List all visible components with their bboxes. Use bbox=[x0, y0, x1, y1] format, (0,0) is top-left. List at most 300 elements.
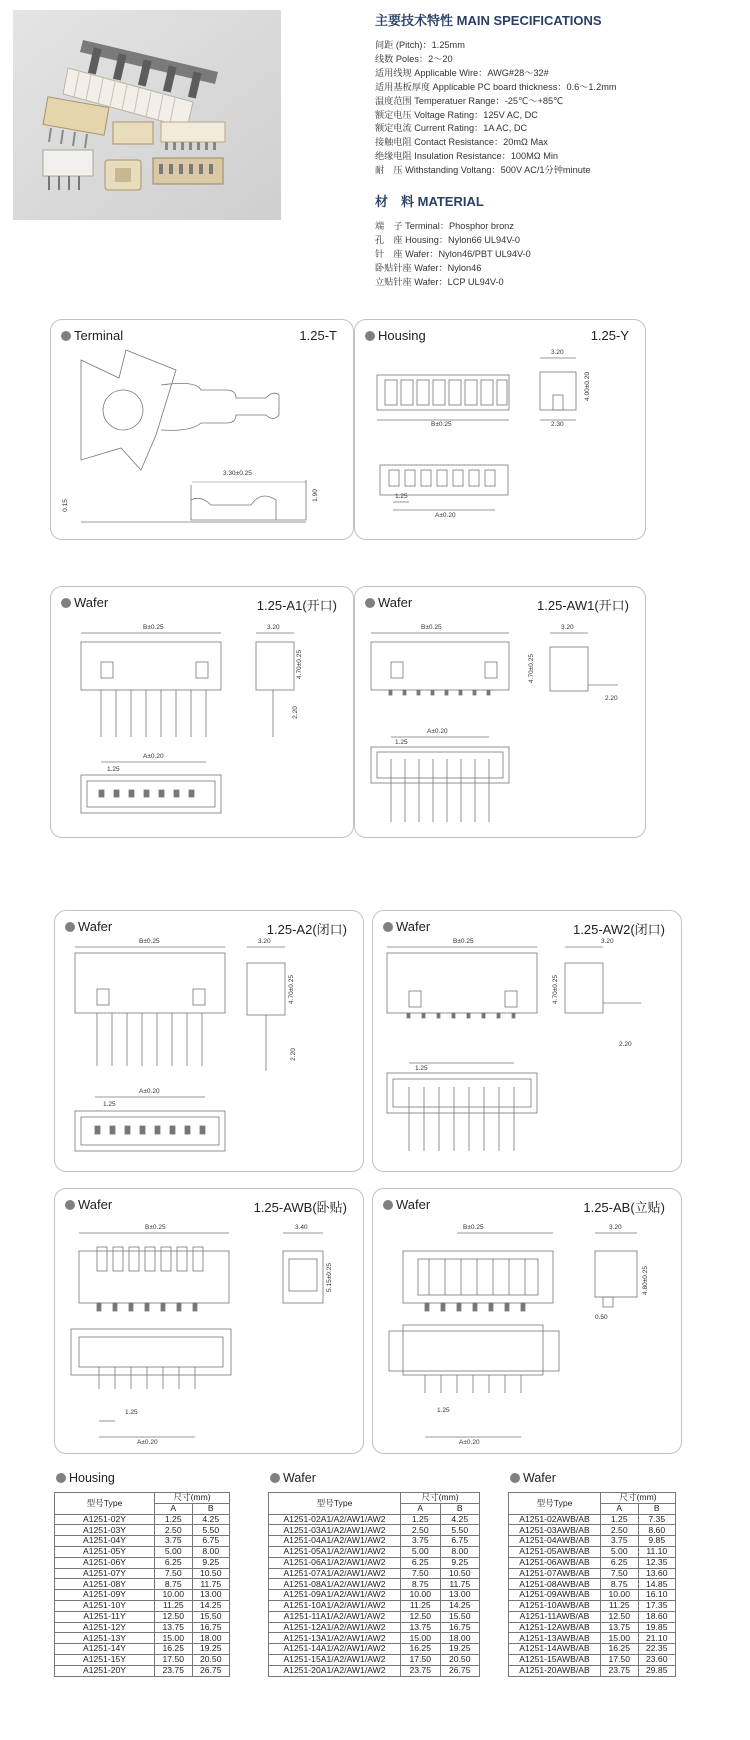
table-row bbox=[55, 1644, 230, 1655]
cell-b: 16.10 bbox=[638, 1590, 676, 1601]
cell-a: 2.50 bbox=[155, 1525, 193, 1536]
cell-a: 12.50 bbox=[401, 1611, 441, 1622]
table-row bbox=[509, 1665, 676, 1676]
dim-label: B±0.25 bbox=[421, 624, 442, 631]
cell-type: A1251-02A1/A2/AW1/AW2 bbox=[269, 1514, 401, 1525]
dim-label: 1.25 bbox=[125, 1409, 138, 1416]
dim-label: A±0.20 bbox=[137, 1439, 158, 1446]
dim-label: 2.20 bbox=[605, 695, 618, 702]
cell-b: 6.75 bbox=[192, 1536, 230, 1547]
cell-a: 3.75 bbox=[401, 1536, 441, 1547]
panel-model-code: 1.25-AWB(卧贴) bbox=[253, 1200, 347, 1215]
cell-b: 9.25 bbox=[440, 1557, 480, 1568]
cell-b: 20.50 bbox=[440, 1654, 480, 1665]
table-row bbox=[269, 1622, 480, 1633]
bullet-icon bbox=[65, 1200, 75, 1210]
cell-type: A1251-14A1/A2/AW1/AW2 bbox=[269, 1644, 401, 1655]
housing-size-table bbox=[54, 1492, 230, 1677]
cell-a: 17.50 bbox=[401, 1654, 441, 1665]
cell-a: 2.50 bbox=[401, 1525, 441, 1536]
col-header-b: B bbox=[440, 1503, 480, 1514]
cell-type: A1251-12AWB/AB bbox=[509, 1622, 601, 1633]
cell-type: A1251-20Y bbox=[55, 1665, 155, 1676]
col-header-a: A bbox=[155, 1503, 193, 1514]
cell-a: 7.50 bbox=[601, 1568, 639, 1579]
cell-a: 6.25 bbox=[155, 1557, 193, 1568]
cell-type: A1251-05Y bbox=[55, 1546, 155, 1557]
cell-a: 13.75 bbox=[155, 1622, 193, 1633]
cell-a: 16.25 bbox=[155, 1644, 193, 1655]
table-row bbox=[55, 1611, 230, 1622]
bullet-icon bbox=[365, 331, 375, 341]
cell-a: 16.25 bbox=[401, 1644, 441, 1655]
dim-label: B±0.25 bbox=[139, 938, 160, 945]
spec-line: 适用基板厚度 Applicable PC board thickness：0.6～1.2mm bbox=[375, 81, 617, 92]
specs-heading: 主要技术特性 MAIN SPECIFICATIONS bbox=[375, 13, 602, 28]
cell-b: 5.50 bbox=[192, 1525, 230, 1536]
cell-type: A1251-10Y bbox=[55, 1600, 155, 1611]
cell-a: 5.00 bbox=[401, 1546, 441, 1557]
panel-title: Wafer bbox=[383, 919, 430, 934]
dim-label: B±0.25 bbox=[453, 938, 474, 945]
table-row bbox=[509, 1557, 676, 1568]
table-title: Wafer bbox=[510, 1470, 676, 1486]
dim-label: B±0.25 bbox=[431, 421, 452, 428]
bullet-icon bbox=[383, 922, 393, 932]
cell-type: A1251-13A1/A2/AW1/AW2 bbox=[269, 1633, 401, 1644]
cell-type: A1251-03Y bbox=[55, 1525, 155, 1536]
dim-label: B±0.25 bbox=[145, 1224, 166, 1231]
dim-label: 1.90 bbox=[311, 489, 319, 502]
wafer-size-table-block bbox=[268, 1470, 480, 1677]
table-title: Housing bbox=[56, 1470, 230, 1486]
col-header-b: B bbox=[638, 1503, 676, 1514]
cell-a: 10.00 bbox=[401, 1590, 441, 1601]
cell-b: 11.10 bbox=[638, 1546, 676, 1557]
spec-line: 间距 (Pitch)：1.25mm bbox=[375, 40, 465, 50]
cell-type: A1251-10AWB/AB bbox=[509, 1600, 601, 1611]
table-title: Wafer bbox=[270, 1470, 480, 1486]
cell-a: 17.50 bbox=[155, 1654, 193, 1665]
dim-label: A±0.20 bbox=[139, 1088, 160, 1095]
cell-a: 2.50 bbox=[601, 1525, 639, 1536]
table-row bbox=[269, 1600, 480, 1611]
cell-type: A1251-14AWB/AB bbox=[509, 1644, 601, 1655]
cell-a: 10.00 bbox=[155, 1590, 193, 1601]
spec-line: 适用线规 Applicable Wire：AWG#28～32# bbox=[375, 67, 549, 78]
cell-b: 9.85 bbox=[638, 1536, 676, 1547]
dim-label: 2.20 bbox=[619, 1041, 632, 1048]
cell-a: 5.00 bbox=[155, 1546, 193, 1557]
cell-type: A1251-13Y bbox=[55, 1633, 155, 1644]
dim-label: A±0.20 bbox=[435, 512, 456, 519]
dim-label: 4.00±0.20 bbox=[583, 372, 591, 401]
cell-a: 11.25 bbox=[601, 1600, 639, 1611]
table-row bbox=[55, 1622, 230, 1633]
table-row bbox=[509, 1654, 676, 1665]
specifications bbox=[375, 8, 735, 290]
panel-model-code: 1.25-T bbox=[299, 328, 337, 343]
bullet-icon bbox=[61, 331, 71, 341]
table-row bbox=[269, 1590, 480, 1601]
panel-title: Housing bbox=[365, 328, 426, 343]
dim-label: 3.20 bbox=[601, 938, 614, 945]
table-row bbox=[269, 1536, 480, 1547]
cell-b: 10.50 bbox=[440, 1568, 480, 1579]
bullet-icon bbox=[270, 1473, 280, 1483]
material-line: 立贴针座 Wafer：LCP UL94V-0 bbox=[375, 276, 504, 287]
wafer-aw1-drawing-panel bbox=[354, 586, 646, 838]
panel-model-code: 1.25-A1(开口) bbox=[256, 598, 337, 613]
material-list bbox=[375, 220, 735, 290]
cell-type: A1251-10A1/A2/AW1/AW2 bbox=[269, 1600, 401, 1611]
table-row bbox=[55, 1665, 230, 1676]
dim-label: 1.25 bbox=[103, 1101, 116, 1108]
cell-a: 11.25 bbox=[155, 1600, 193, 1611]
cell-a: 5.00 bbox=[601, 1546, 639, 1557]
dim-label: 4.70±0.25 bbox=[527, 654, 535, 683]
cell-type: A1251-12A1/A2/AW1/AW2 bbox=[269, 1622, 401, 1633]
wafer-a2-drawing bbox=[55, 911, 365, 1173]
dim-label: 2.30 bbox=[551, 421, 564, 428]
cell-type: A1251-11A1/A2/AW1/AW2 bbox=[269, 1611, 401, 1622]
cell-b: 18.00 bbox=[440, 1633, 480, 1644]
panel-model-code: 1.25-AB(立贴) bbox=[583, 1200, 665, 1215]
cell-a: 8.75 bbox=[155, 1579, 193, 1590]
table-row bbox=[269, 1654, 480, 1665]
table-row bbox=[509, 1600, 676, 1611]
bullet-icon bbox=[65, 922, 75, 932]
cell-b: 16.75 bbox=[192, 1622, 230, 1633]
col-header-b: B bbox=[192, 1503, 230, 1514]
table-row bbox=[509, 1622, 676, 1633]
cell-a: 1.25 bbox=[155, 1514, 193, 1525]
cell-type: A1251-08A1/A2/AW1/AW2 bbox=[269, 1579, 401, 1590]
bullet-icon bbox=[61, 598, 71, 608]
col-header-size: 尺寸(mm) bbox=[401, 1493, 480, 1504]
cell-b: 13.60 bbox=[638, 1568, 676, 1579]
cell-a: 13.75 bbox=[601, 1622, 639, 1633]
cell-a: 23.75 bbox=[601, 1665, 639, 1676]
table-row bbox=[509, 1514, 676, 1525]
dim-label: B±0.25 bbox=[463, 1224, 484, 1231]
wafer-awb-drawing-panel bbox=[54, 1188, 364, 1454]
material-line: 卧贴针座 Wafer：Nylon46 bbox=[375, 262, 482, 273]
table-row bbox=[55, 1568, 230, 1579]
dim-label: 3.20 bbox=[267, 624, 280, 631]
table-row bbox=[269, 1546, 480, 1557]
spec-line: 线数 Poles：2～20 bbox=[375, 53, 453, 64]
spec-line: 耐 压 Withstanding Voltang：500V AC/1分钟minute bbox=[375, 165, 591, 176]
spec-line: 额定电压 Voltage Rating：125V AC, DC bbox=[375, 109, 538, 120]
cell-b: 18.00 bbox=[192, 1633, 230, 1644]
panel-title: Wafer bbox=[65, 1197, 112, 1212]
table-row bbox=[509, 1568, 676, 1579]
dim-label: 3.40 bbox=[295, 1224, 308, 1231]
wafer-size-table bbox=[268, 1492, 480, 1677]
material-line: 端 子 Terminal：Phosphor bronz bbox=[375, 221, 514, 232]
wafer-aw1-drawing bbox=[355, 587, 647, 839]
table-row bbox=[55, 1579, 230, 1590]
wafer-ab-drawing-panel bbox=[372, 1188, 682, 1454]
cell-a: 12.50 bbox=[601, 1611, 639, 1622]
cell-b: 16.75 bbox=[440, 1622, 480, 1633]
wafer-awb-drawing bbox=[55, 1189, 365, 1455]
cell-type: A1251-08Y bbox=[55, 1579, 155, 1590]
wafer-a1-drawing-panel bbox=[50, 586, 354, 838]
housing-drawing-panel bbox=[354, 319, 646, 540]
dim-label: 5.15±0.25 bbox=[325, 1263, 333, 1292]
cell-a: 15.00 bbox=[601, 1633, 639, 1644]
wafer-aw2-drawing-panel bbox=[372, 910, 682, 1172]
cell-type: A1251-09Y bbox=[55, 1590, 155, 1601]
dim-label: 1.25 bbox=[395, 739, 408, 746]
col-header-size: 尺寸(mm) bbox=[155, 1493, 230, 1504]
cell-type: A1251-03AWB/AB bbox=[509, 1525, 601, 1536]
table-row bbox=[55, 1590, 230, 1601]
cell-b: 6.75 bbox=[440, 1536, 480, 1547]
wafer-a1-drawing bbox=[51, 587, 355, 839]
table-row bbox=[509, 1633, 676, 1644]
cell-b: 15.50 bbox=[440, 1611, 480, 1622]
dim-label: 0.15 bbox=[61, 499, 69, 512]
dim-label: 3.20 bbox=[561, 624, 574, 631]
cell-b: 8.00 bbox=[440, 1546, 480, 1557]
cell-b: 8.60 bbox=[638, 1525, 676, 1536]
table-row bbox=[269, 1525, 480, 1536]
table-row bbox=[269, 1633, 480, 1644]
cell-type: A1251-07Y bbox=[55, 1568, 155, 1579]
cell-a: 8.75 bbox=[601, 1579, 639, 1590]
dim-label: 3.20 bbox=[551, 349, 564, 356]
dim-label: B±0.25 bbox=[143, 624, 164, 631]
terminal-drawing bbox=[51, 320, 355, 541]
cell-b: 12.35 bbox=[638, 1557, 676, 1568]
cell-type: A1251-20AWB/AB bbox=[509, 1665, 601, 1676]
terminal-drawing-panel bbox=[50, 319, 354, 540]
cell-b: 11.75 bbox=[440, 1579, 480, 1590]
cell-a: 3.75 bbox=[155, 1536, 193, 1547]
table-row bbox=[509, 1644, 676, 1655]
col-header-size: 尺寸(mm) bbox=[601, 1493, 676, 1504]
cell-type: A1251-09AWB/AB bbox=[509, 1590, 601, 1601]
dim-label: 4.80±0.25 bbox=[641, 1266, 649, 1295]
cell-b: 13.00 bbox=[440, 1590, 480, 1601]
cell-b: 4.25 bbox=[440, 1514, 480, 1525]
dim-label: 2.20 bbox=[291, 706, 299, 719]
cell-a: 23.75 bbox=[155, 1665, 193, 1676]
cell-b: 19.25 bbox=[440, 1644, 480, 1655]
cell-a: 6.25 bbox=[401, 1557, 441, 1568]
panel-title: Terminal bbox=[61, 328, 123, 343]
cell-b: 5.50 bbox=[440, 1525, 480, 1536]
table-row bbox=[55, 1557, 230, 1568]
panel-model-code: 1.25-AW2(闭口) bbox=[573, 922, 665, 937]
dim-label: A±0.20 bbox=[427, 728, 448, 735]
dim-label: A±0.20 bbox=[143, 753, 164, 760]
cell-b: 19.25 bbox=[192, 1644, 230, 1655]
spec-line: 绝缘电阻 Insulation Resistance：100MΩ Min bbox=[375, 151, 559, 162]
panel-model-code: 1.25-A2(闭口) bbox=[266, 922, 347, 937]
housing-size-table-block bbox=[54, 1470, 230, 1677]
table-row bbox=[509, 1536, 676, 1547]
table-row bbox=[269, 1514, 480, 1525]
cell-b: 10.50 bbox=[192, 1568, 230, 1579]
table-row bbox=[55, 1600, 230, 1611]
cell-a: 1.25 bbox=[601, 1514, 639, 1525]
table-row bbox=[509, 1579, 676, 1590]
cell-type: A1251-14Y bbox=[55, 1644, 155, 1655]
col-header-type: 型号Type bbox=[269, 1493, 401, 1515]
bullet-icon bbox=[510, 1473, 520, 1483]
cell-b: 29.85 bbox=[638, 1665, 676, 1676]
cell-a: 11.25 bbox=[401, 1600, 441, 1611]
cell-type: A1251-13AWB/AB bbox=[509, 1633, 601, 1644]
dim-label: 0.50 bbox=[595, 1314, 608, 1321]
spec-line: 额定电流 Current Rating：1A AC, DC bbox=[375, 123, 528, 134]
dim-label: 4.70±0.25 bbox=[287, 975, 295, 1004]
cell-type: A1251-02AWB/AB bbox=[509, 1514, 601, 1525]
material-line: 针 座 Wafer：Nylon46/PBT UL94V-0 bbox=[375, 248, 531, 259]
spec-line: 接触电阻 Contact Resistance：20mΩ Max bbox=[375, 137, 548, 148]
panel-model-code: 1.25-Y bbox=[590, 328, 629, 343]
table-row bbox=[55, 1536, 230, 1547]
table-row bbox=[269, 1557, 480, 1568]
cell-type: A1251-05AWB/AB bbox=[509, 1546, 601, 1557]
spec-line: 温度范围 Temperatuer Range：-25℃～+85℃ bbox=[375, 95, 564, 106]
cell-b: 26.75 bbox=[192, 1665, 230, 1676]
table-row bbox=[509, 1525, 676, 1536]
dim-label: 2.20 bbox=[289, 1048, 297, 1061]
table-row bbox=[509, 1546, 676, 1557]
cell-type: A1251-04AWB/AB bbox=[509, 1536, 601, 1547]
cell-a: 1.25 bbox=[401, 1514, 441, 1525]
table-row bbox=[509, 1590, 676, 1601]
table-row bbox=[55, 1514, 230, 1525]
panel-title: Wafer bbox=[383, 1197, 430, 1212]
cell-b: 22.35 bbox=[638, 1644, 676, 1655]
material-heading: 材 料 MATERIAL bbox=[375, 194, 484, 210]
wafer-a2-drawing-panel bbox=[54, 910, 364, 1172]
cell-type: A1251-15Y bbox=[55, 1654, 155, 1665]
cell-type: A1251-12Y bbox=[55, 1622, 155, 1633]
bullet-icon bbox=[56, 1473, 66, 1483]
cell-type: A1251-07AWB/AB bbox=[509, 1568, 601, 1579]
cell-type: A1251-11Y bbox=[55, 1611, 155, 1622]
table-row bbox=[55, 1546, 230, 1557]
dim-label: 4.70±0.25 bbox=[295, 650, 303, 679]
wafer-aw2-drawing bbox=[373, 911, 683, 1173]
cell-type: A1251-07A1/A2/AW1/AW2 bbox=[269, 1568, 401, 1579]
table-row bbox=[509, 1611, 676, 1622]
cell-a: 13.75 bbox=[401, 1622, 441, 1633]
cell-type: A1251-06A1/A2/AW1/AW2 bbox=[269, 1557, 401, 1568]
cell-b: 20.50 bbox=[192, 1654, 230, 1665]
table-row bbox=[269, 1644, 480, 1655]
cell-a: 10.00 bbox=[601, 1590, 639, 1601]
col-header-type: 型号Type bbox=[55, 1493, 155, 1515]
dim-label: 3.30±0.25 bbox=[223, 470, 252, 477]
cell-a: 7.50 bbox=[401, 1568, 441, 1579]
panel-model-code: 1.25-AW1(开口) bbox=[537, 598, 629, 613]
table-row bbox=[55, 1654, 230, 1665]
cell-b: 15.50 bbox=[192, 1611, 230, 1622]
dim-label: 3.20 bbox=[609, 1224, 622, 1231]
cell-a: 16.25 bbox=[601, 1644, 639, 1655]
cell-b: 23.60 bbox=[638, 1654, 676, 1665]
cell-type: A1251-09A1/A2/AW1/AW2 bbox=[269, 1590, 401, 1601]
cell-a: 23.75 bbox=[401, 1665, 441, 1676]
cell-a: 8.75 bbox=[401, 1579, 441, 1590]
wafer-awb-ab-size-table-block bbox=[508, 1470, 676, 1677]
cell-b: 18.60 bbox=[638, 1611, 676, 1622]
panel-title: Wafer bbox=[61, 595, 108, 610]
table-row bbox=[55, 1525, 230, 1536]
cell-b: 14.25 bbox=[192, 1600, 230, 1611]
cell-b: 4.25 bbox=[192, 1514, 230, 1525]
cell-type: A1251-15A1/A2/AW1/AW2 bbox=[269, 1654, 401, 1665]
dim-label: 4.70±0.25 bbox=[551, 975, 559, 1004]
cell-b: 7.35 bbox=[638, 1514, 676, 1525]
dim-label: 1.25 bbox=[395, 493, 408, 500]
table-row bbox=[55, 1633, 230, 1644]
housing-drawing bbox=[355, 320, 647, 541]
dim-label: 1.25 bbox=[437, 1407, 450, 1414]
cell-type: A1251-06AWB/AB bbox=[509, 1557, 601, 1568]
dim-label: 3.20 bbox=[258, 938, 271, 945]
cell-a: 15.00 bbox=[155, 1633, 193, 1644]
panel-title: Wafer bbox=[65, 919, 112, 934]
cell-b: 13.00 bbox=[192, 1590, 230, 1601]
cell-type: A1251-20A1/A2/AW1/AW2 bbox=[269, 1665, 401, 1676]
table-row bbox=[269, 1611, 480, 1622]
cell-a: 15.00 bbox=[401, 1633, 441, 1644]
cell-b: 9.25 bbox=[192, 1557, 230, 1568]
cell-b: 26.75 bbox=[440, 1665, 480, 1676]
table-row bbox=[269, 1665, 480, 1676]
cell-type: A1251-15AWB/AB bbox=[509, 1654, 601, 1665]
cell-type: A1251-03A1/A2/AW1/AW2 bbox=[269, 1525, 401, 1536]
dim-label: A±0.20 bbox=[459, 1439, 480, 1446]
cell-b: 21.10 bbox=[638, 1633, 676, 1644]
cell-type: A1251-04A1/A2/AW1/AW2 bbox=[269, 1536, 401, 1547]
cell-b: 14.85 bbox=[638, 1579, 676, 1590]
cell-a: 7.50 bbox=[155, 1568, 193, 1579]
table-row bbox=[269, 1568, 480, 1579]
wafer-ab-drawing bbox=[373, 1189, 683, 1455]
col-header-a: A bbox=[401, 1503, 441, 1514]
cell-type: A1251-02Y bbox=[55, 1514, 155, 1525]
cell-b: 19.85 bbox=[638, 1622, 676, 1633]
wafer-awb-ab-size-table bbox=[508, 1492, 676, 1677]
cell-type: A1251-11AWB/AB bbox=[509, 1611, 601, 1622]
cell-type: A1251-05A1/A2/AW1/AW2 bbox=[269, 1546, 401, 1557]
cell-type: A1251-08AWB/AB bbox=[509, 1579, 601, 1590]
cell-b: 17.35 bbox=[638, 1600, 676, 1611]
cell-a: 3.75 bbox=[601, 1536, 639, 1547]
bullet-icon bbox=[365, 598, 375, 608]
product-photo bbox=[13, 10, 281, 220]
cell-b: 8.00 bbox=[192, 1546, 230, 1557]
cell-type: A1251-06Y bbox=[55, 1557, 155, 1568]
cell-b: 14.25 bbox=[440, 1600, 480, 1611]
dim-label: 1.25 bbox=[107, 766, 120, 773]
col-header-a: A bbox=[601, 1503, 639, 1514]
bullet-icon bbox=[383, 1200, 393, 1210]
cell-a: 17.50 bbox=[601, 1654, 639, 1665]
spec-list bbox=[375, 39, 735, 178]
cell-type: A1251-04Y bbox=[55, 1536, 155, 1547]
